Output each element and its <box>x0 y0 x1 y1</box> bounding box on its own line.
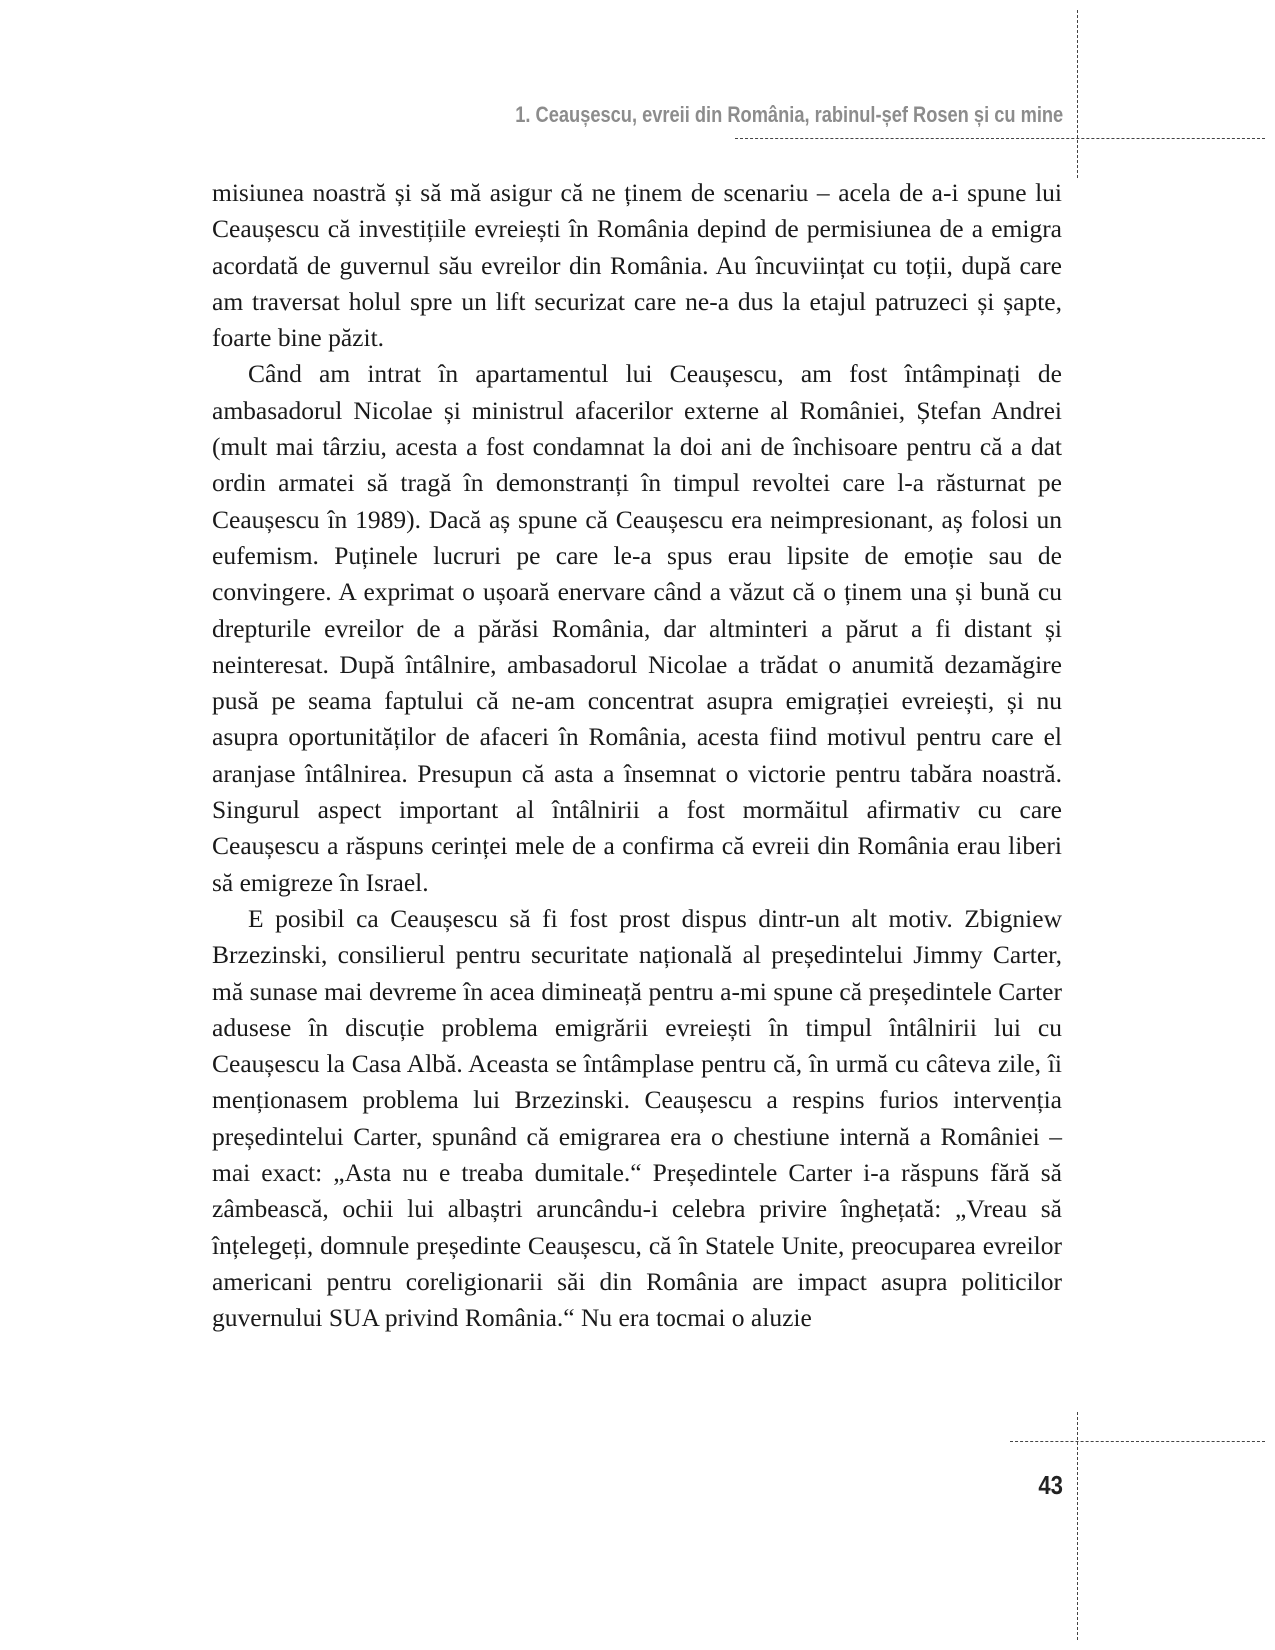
running-header: 1. Ceaușescu, evreii din România, rabinul-șef Rosen și cu mine <box>515 102 1063 127</box>
page-number: 43 <box>1038 1470 1063 1500</box>
paragraph-3: E posibil ca Ceaușescu să fi fost prost dispus dintr-un alt motiv. Zbigniew Brzezinski, consilierul pentru securitate națională al președintelui Jimmy Carter, mă sunase mai devreme în acea dimineață pentru a-mi spune că președintele Carter adusese în discuție problema emigrării evreiești în timpul întâlnirii lui cu Ceaușescu la Casa Albă. Aceasta se întâmplase pentru că, în urmă cu câteva zile, îi menționasem problema lui Brzezinski. Ceaușescu a respins furios intervenția președintelui Carter, spunând că emigrarea era o chestiune internă a României – mai exact: „Asta nu e treaba dumitale.“ Președintele Carter i-a răspuns fără să zâmbească, ochii lui albaștri aruncându-i celebra privire înghețată: „Vreau să înțelegeți, domnule președinte Ceaușescu, că în Statele Unite, preocuparea evreilor americani pentru coreligionarii săi din România are impact asupra politicilor guvernului SUA privind România.“ Nu era tocmai o aluzie <box>212 903 1062 1333</box>
crop-mark-top-horizontal <box>735 138 1265 139</box>
crop-mark-top-vertical <box>1077 10 1078 178</box>
crop-mark-bottom-vertical <box>1077 1412 1078 1640</box>
body-text <box>212 175 1062 1337</box>
paragraph-2: Când am intrat în apartamentul lui Ceaușescu, am fost întâmpinați de ambasadorul Nicolae și ministrul afacerilor externe al României, Ștefan Andrei (mult mai târziu, acesta a fost condamnat la doi ani de închisoare pentru că a dat ordin armatei să tragă în demonstranți în timpul revoltei care l-a răsturnat pe Ceaușescu în 1989). Dacă aș spune că Ceaușescu era neimpresionant, aș folosi un eufemism. Puținele lucruri pe care le-a spus erau lipsite de emoție sau de convingere. A exprimat o ușoară enervare când a văzut că o ținem una și bună cu drepturile evreilor de a părăsi România, dar altminteri a părut a fi distant și neinteresat. După întâlnire, ambasadorul Nicolae a trădat o anumită dezamăgire pusă pe seama faptului că ne-am concentrat asupra emigrației evreiești, și nu asupra oportunităților de afaceri în România, acesta fiind motivul pentru care el aranjase întâlnirea. Presupun că asta a însemnat o victorie pentru tabăra noastră. Singurul aspect important al întâlnirii a fost mormăitul afirmativ cu care Ceaușescu a răspuns cerinței mele de a confirma că evreii din România erau liberi să emigreze în Israel. <box>212 359 1062 897</box>
paragraph-1: misiunea noastră și să mă asigur că ne ținem de scenariu – acela de a-i spune lui Ceaușescu că investițiile evreiești în România depind de permisiunea de a emigra acordată de guvernul său evreilor din România. Au încuviințat cu toții, după care am traversat holul spre un lift securizat care ne-a dus la etajul patruzeci și șapte, foarte bine păzit. <box>212 178 1062 353</box>
crop-mark-bottom-horizontal <box>1010 1441 1265 1442</box>
